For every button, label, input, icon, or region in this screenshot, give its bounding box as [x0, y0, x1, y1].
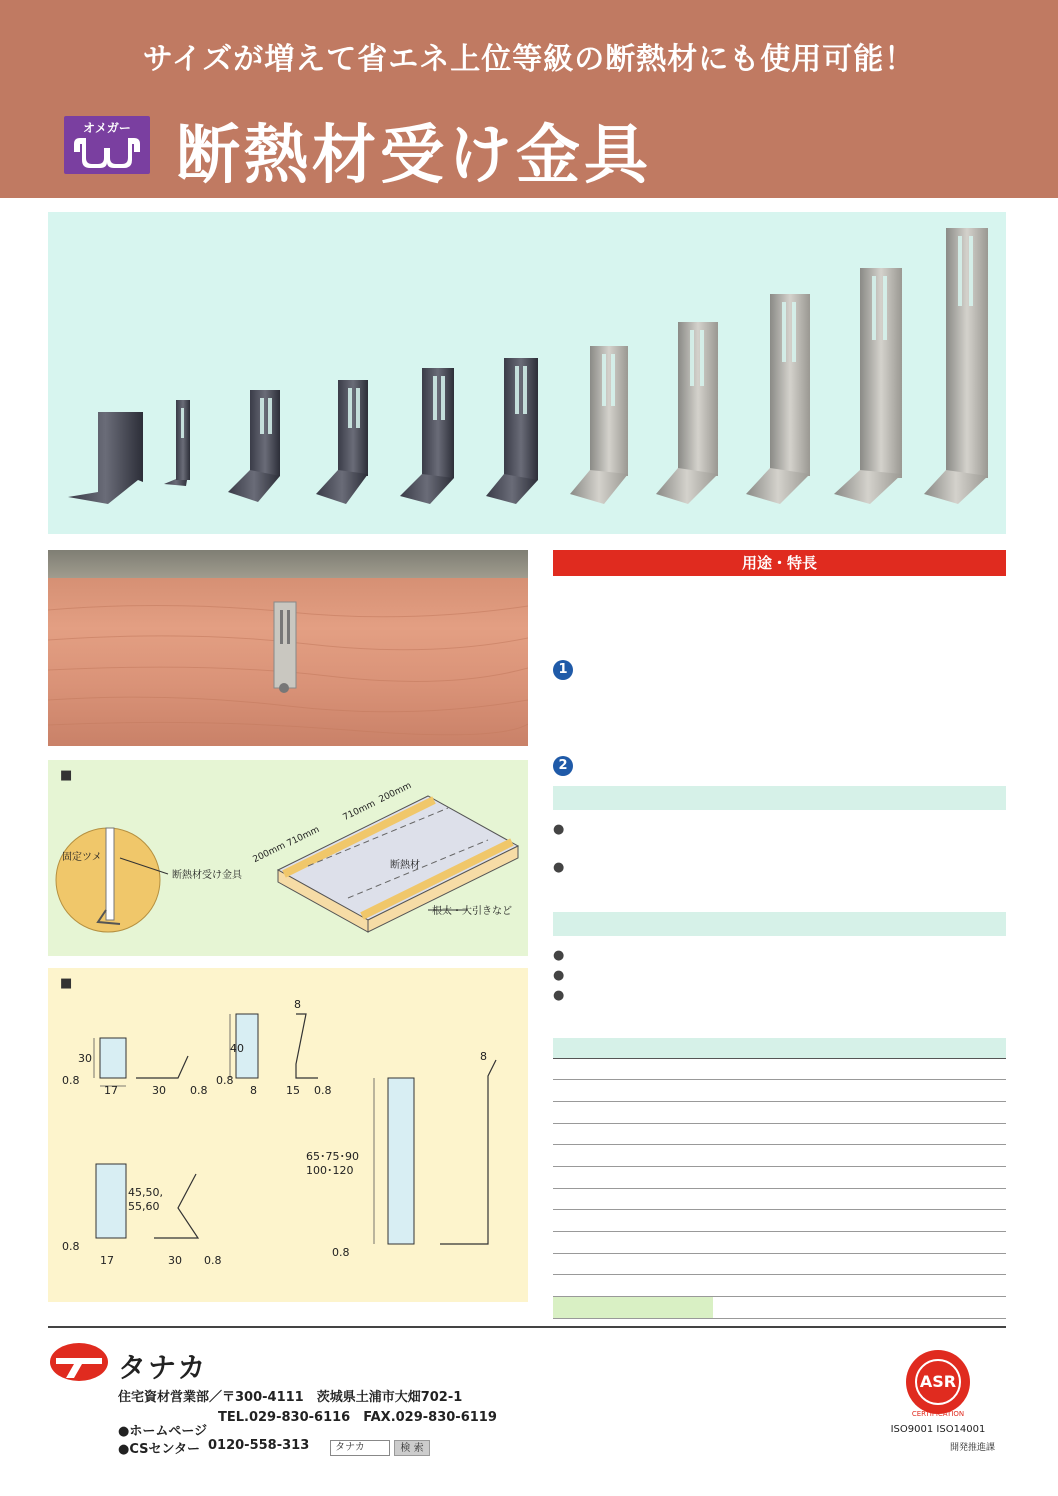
bracket-7 — [570, 346, 628, 504]
logo-label: オメガー — [83, 121, 131, 135]
dim-30c: 30 — [168, 1254, 182, 1267]
bracket-slots — [181, 236, 973, 438]
label-insulation: 断熱材 — [390, 860, 420, 871]
dimension-drawings — [48, 968, 528, 1302]
bracket-10 — [834, 268, 902, 504]
table-total-row — [553, 1297, 1006, 1319]
feature-number-2: 2 — [553, 756, 573, 776]
bracket-6 — [486, 358, 538, 504]
dim-08f: 0.8 — [204, 1254, 222, 1267]
features-header: 用途・特長 — [553, 550, 1006, 576]
bullet-2: ● — [553, 860, 565, 875]
cert-sub: CERTIFICATION — [911, 1410, 965, 1418]
bracket-3 — [228, 390, 280, 502]
table-row — [553, 1253, 1006, 1275]
dim-08e: 0.8 — [62, 1240, 80, 1253]
bracket-5 — [400, 368, 454, 504]
dim-8a: 8 — [250, 1084, 257, 1097]
cert-dept: 開発推進課 — [950, 1443, 996, 1453]
section-bar-2 — [553, 912, 1006, 936]
dim-710a: 710mm — [285, 824, 322, 850]
bracket-11 — [924, 228, 988, 504]
installation-photo — [48, 550, 528, 746]
cs-phone: 0120-558-313 — [208, 1438, 310, 1453]
table-row — [553, 1080, 1006, 1102]
company-logo-icon — [48, 1340, 110, 1384]
section-bar-1 — [553, 786, 1006, 810]
dim-200b: 200mm — [377, 780, 414, 806]
bracket-8 — [656, 322, 718, 504]
bullet-3: ● — [553, 948, 565, 963]
cs-center-label: ●CSセンター — [118, 1442, 200, 1457]
dim-15: 15 — [286, 1084, 300, 1097]
dim-30b: 30 — [152, 1084, 166, 1097]
bracket-2 — [164, 400, 190, 486]
dim-8b: 8 — [480, 1050, 487, 1063]
dim-17b: 17 — [100, 1254, 114, 1267]
dim-30: 30 — [78, 1052, 92, 1065]
page-title: 断熱材受け金具 — [176, 119, 652, 193]
cert-label: ASR — [919, 1372, 957, 1391]
label-bracket: 断熱材受け金具 — [172, 870, 242, 881]
spec-table — [553, 1038, 1006, 1319]
dim-8-top: 8 — [294, 998, 301, 1011]
search-input[interactable]: タナカ — [330, 1440, 390, 1456]
search-button[interactable]: 検 索 — [394, 1440, 430, 1456]
certification-block — [870, 1340, 1006, 1470]
dim-40: 40 — [230, 1042, 244, 1055]
dim-45-50: 45,50, — [128, 1186, 163, 1199]
company-address: 住宅資材営業部／〒300-4111 茨城県土浦市大畑702-1 — [118, 1390, 463, 1405]
dim-08a: 0.8 — [62, 1074, 80, 1087]
dimension-drawing-section — [48, 968, 528, 1302]
dim-65-75-90: 65･75･90 — [306, 1150, 359, 1163]
bracket-lineup — [48, 212, 1006, 534]
bracket-installed — [274, 602, 296, 688]
feature-number-1: 1 — [553, 660, 573, 680]
dim-08c: 0.8 — [216, 1074, 234, 1087]
bullet-5: ● — [553, 988, 565, 1003]
dim-08b: 0.8 — [190, 1084, 208, 1097]
table-row — [553, 1145, 1006, 1167]
omega-logo — [64, 116, 150, 174]
company-phone: TEL.029-830-6116 FAX.029-830-6119 — [218, 1410, 497, 1425]
dim-200a: 200mm — [251, 840, 288, 866]
homepage-label: ●ホームページ — [118, 1424, 208, 1439]
table-row — [553, 1232, 1006, 1254]
table-row — [553, 1123, 1006, 1145]
label-joist: 根太・大引きなど — [432, 906, 512, 917]
table-row — [553, 1058, 1006, 1080]
installation-diagram — [48, 760, 528, 956]
page-subtitle: サイズが増えて省エネ上位等級の断熱材にも使用可能！ — [142, 42, 916, 77]
table-row — [553, 1275, 1006, 1297]
dim-17a: 17 — [104, 1084, 118, 1097]
bullet-4: ● — [553, 968, 565, 983]
table-row — [553, 1166, 1006, 1188]
company-name: タナカ — [118, 1351, 208, 1384]
footer-divider — [48, 1326, 1006, 1328]
table-row — [553, 1188, 1006, 1210]
label-tsume: 固定ツメ — [62, 852, 102, 863]
installation-diagram-section — [48, 760, 528, 956]
dimension-section-title: ■ — [60, 976, 73, 991]
bracket-9 — [746, 294, 810, 504]
dim-710b: 710mm — [341, 798, 378, 824]
table-row — [553, 1210, 1006, 1232]
dim-08d: 0.8 — [314, 1084, 332, 1097]
dim-08g: 0.8 — [332, 1246, 350, 1259]
bracket-1 — [68, 412, 143, 504]
table-row — [553, 1101, 1006, 1123]
bullet-1: ● — [553, 822, 565, 837]
dim-100-120: 100･120 — [306, 1164, 354, 1177]
iso-label: ISO9001 ISO14001 — [890, 1424, 986, 1435]
diagram-section-title: ■ — [60, 768, 73, 783]
product-lineup-panel — [48, 212, 1006, 534]
omega-mark-icon — [70, 134, 144, 170]
dim-55-60: 55,60 — [128, 1200, 160, 1213]
bracket-4 — [316, 380, 368, 504]
